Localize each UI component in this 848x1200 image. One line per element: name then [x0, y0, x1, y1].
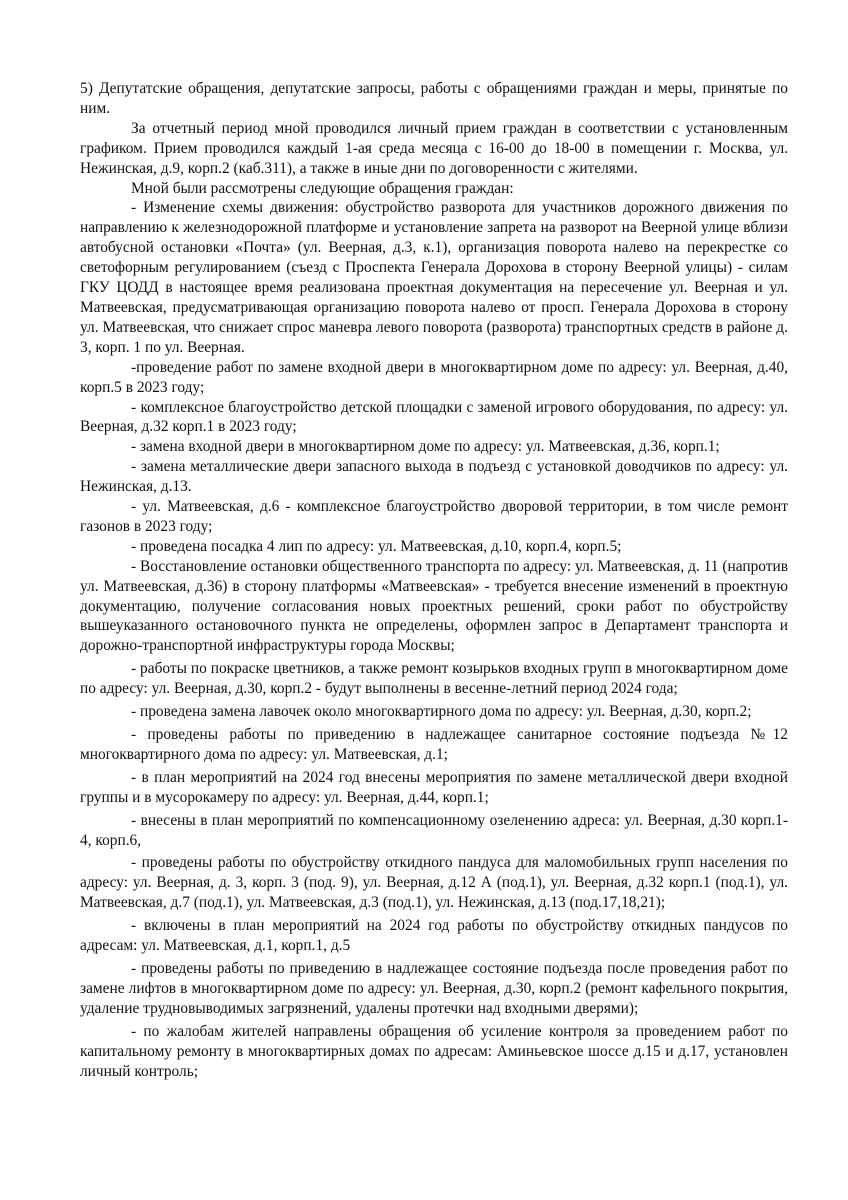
list-item: - замена металлические двери запасного выхода в подъезд с установкой доводчиков по адресу: ул. Нежинская, д.13. — [80, 458, 788, 496]
list-item: - замена входной двери в многоквартирном доме по адресу: ул. Матвеевская, д.36, корп.1; — [131, 438, 720, 456]
list-item: - по жалобам жителей направлены обращения об усиление контроля за проведением работ по капитальному ремонту в многоквартирных домах по адресам: Аминьевское шоссе д.15 и д.17, установлен личный контроль; — [80, 1022, 788, 1080]
list-item: - проведена замена лавочек около многоквартирного дома по адресу: ул. Веерная, д.30, корп.2; — [131, 703, 752, 721]
paragraph-reception: За отчетный период мной проводился личный прием граждан в соответствии с установленным графиком. Прием проводился каждый 1-ая среда месяца с 16-00 до 18-00 в помещении г. Москва, ул. Нежинская, д.9, корп.2 (каб.311), а также в иные дни по договоренности с жителями. — [80, 119, 788, 177]
paragraph-appeals-intro: Мной были рассмотрены следующие обращения граждан: — [131, 179, 514, 197]
section-heading: 5) Депутатские обращения, депутатские запросы, работы с обращениями граждан и меры, принятые по ним. — [80, 80, 788, 117]
list-item: - проведена посадка 4 лип по адресу: ул. Матвеевская, д.10, корп.4, корп.5; — [131, 537, 622, 555]
list-item: - в план мероприятий на 2024 год внесены мероприятия по замене металлической двери входной группы и в мусорокамеру по адресу: ул. Веерная, д.44, корп.1; — [80, 768, 788, 806]
list-item: - ул. Матвеевская, д.6 - комплексное благоустройство дворовой территории, в том числе ремонт газонов в 2023 году; — [80, 498, 788, 535]
list-item: - комплексное благоустройство детской площадки с заменой игрового оборудования, по адресу: ул. Веерная, д.32 корп.1 в 2023 году; — [80, 398, 788, 436]
list-item: - проведены работы по обустройству откидного пандуса для маломобильных групп населения по адресу: ул. Веерная, д. 3, корп. 3 (под. 9), ул. Веерная, д.12 А (под.1), ул. Веерная, д.32 корп.1 (под.1), ул. Матвеевская, д.7 (под.1), ул. Матвеевская, д.3 (под.1), ул. Нежинская, д.13 (под.17,18,21); — [80, 854, 788, 912]
list-item: - включены в план мероприятий на 2024 год работы по обустройству откидных пандусов по адресам: ул. Матвеевская, д.1, корп.1, д.5 — [80, 917, 788, 955]
list-item: - проведены работы по приведению в надлежащее санитарное состояние подъезда №12 многоквартирного дома по адресу: ул. Матвеевская, д.1; — [80, 726, 788, 763]
list-item: - Восстановление остановки общественного транспорта по адресу: ул. Матвеевская, д. 11 (напротив ул. Матвеевская, д.36) в сторону платформы «Матвеевская» - требуется внесение изменений в проектную документацию, получение согласования новых проектных решений, сроки работ по обустройству вышеуказанного остановочного пункта не определены, оформлен запрос в Департамент транспорта и дорожно-транспортной инфраструктуры города Москвы; — [80, 557, 788, 655]
document-page — [80, 79, 788, 1081]
list-item: - внесены в план мероприятий по компенсационному озеленению адреса: ул. Веерная, д.30 корп.1-4, корп.6, — [80, 811, 788, 849]
list-item: - работы по покраске цветников, а также ремонт козырьков входных групп в многоквартирном доме по адресу: ул. Веерная, д.30, корп.2 - будут выполнены в весенне-летний период 2024 года; — [80, 660, 788, 698]
list-item: -проведение работ по замене входной двери в многоквартирном доме по адресу: ул. Веерная, д.40, корп.5 в 2023 году; — [80, 358, 788, 396]
list-item: - проведены работы по приведению в надлежащее состояние подъезда после проведения работ по замене лифтов в многоквартирном доме по адресу: ул. Веерная, д.30, корп.2 (ремонт кафельного покрытия, удаление трудновыводимых загрязнений, удалены протечки над входными дверями); — [80, 959, 788, 1017]
list-item: - Изменение схемы движения: обустройство разворота для участников дорожного движения по направлению к железнодорожной платформе и установление запрета на разворот на Веерной улице вблизи автобусной остановки «Почта» (ул. Веерная, д.3, к.1), организация поворота налево на перекрестке со светофорным регулированием (съезд с Проспекта Генерала Дорохова в сторону Веерной улицы) - силам ГКУ ЦОДД в настоящее время реализована проектная документация на пересечение ул. Веерная и ул. Матвеевская, предусматривающая организацию поворота налево от просп. Генерала Дорохова в сторону ул. Матвеевская, что снижает спрос маневра левого поворота (разворота) транспортных средств в районе д. 3, корп. 1 по ул. Веерная. — [80, 199, 788, 356]
